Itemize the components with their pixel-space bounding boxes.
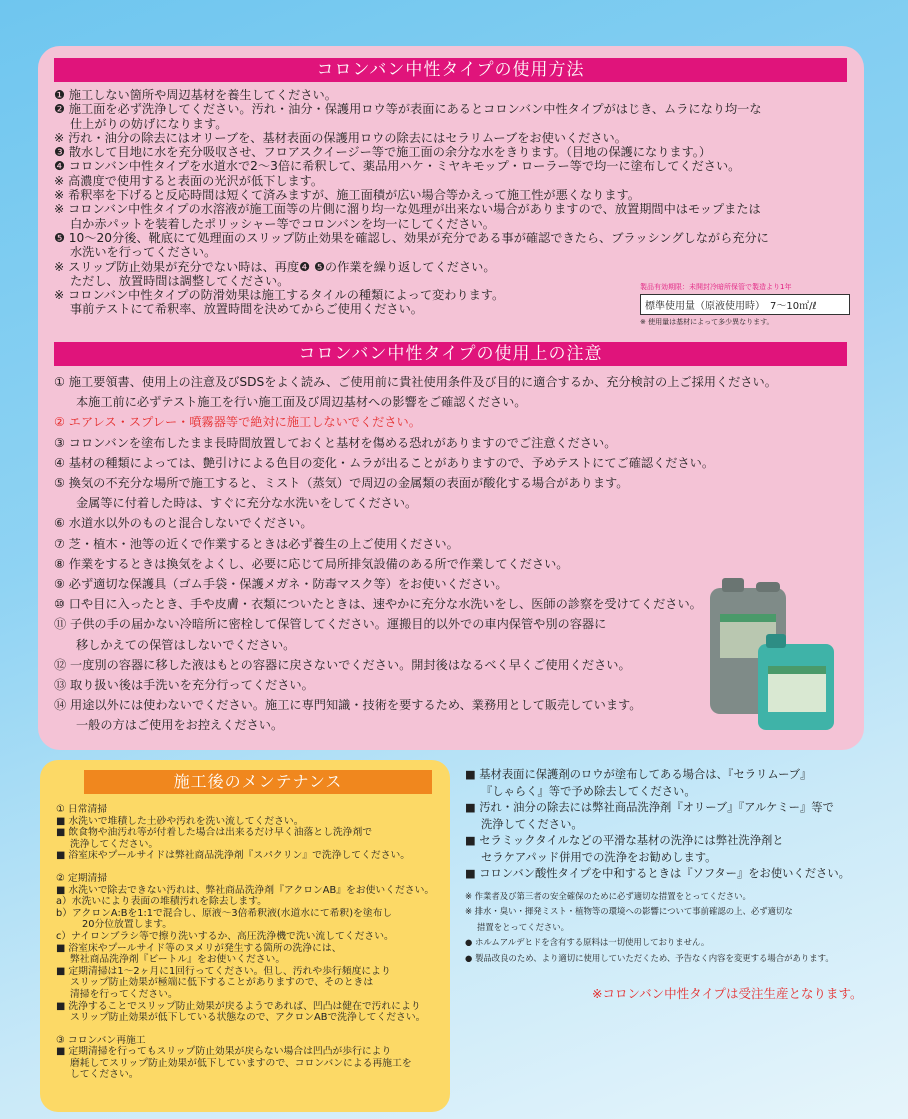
maintenance-line: 洗浄してください。 xyxy=(70,838,159,850)
tip-line: ■ コロンバン酸性タイプを中和するときは『ソフター』をお使いください。 xyxy=(465,867,850,880)
caution-line: ⑨ 必ず適切な保護具（ゴム手袋・保護メガネ・防毒マスク等）をお使いください。 xyxy=(54,577,508,592)
made-to-order-note: ※コロンバン中性タイプは受注生産となります。 xyxy=(592,986,863,1001)
standard-usage-label: 標準使用量（原液使用時） 7〜10㎡/ℓ xyxy=(640,294,850,315)
caution-line: ① 施工要領書、使用上の注意及びSDSをよく読み、ご使用前に貴社使用条件及び目的に適合するか、充分検討の上ご採用ください。 xyxy=(54,375,777,389)
usage-line: ※ 汚れ・油分の除去にはオリーブを、基材表面の保護用ロウの除去にはセラリムーブをお使いください。 xyxy=(54,130,627,145)
maintenance-title: 施工後のメンテナンス xyxy=(84,770,432,794)
maintenance-line: 20分位放置します。 xyxy=(82,919,173,931)
note-line: ※ 作業者及び第三者の安全確保のために必ず適切な措置をとってください。 xyxy=(465,890,751,901)
daily-cleaning-heading: ① 日常清掃 xyxy=(56,804,108,815)
maintenance-line: してください。 xyxy=(70,1069,139,1081)
small-container-icon xyxy=(758,634,834,730)
product-containers-image xyxy=(704,574,844,734)
note-line: ● ホルムアルデヒドを含有する原料は一切使用しておりません。 xyxy=(465,937,710,947)
tip-line: ■ セラミックタイルなどの平滑な基材の洗浄には弊社洗浄剤と xyxy=(465,834,784,847)
usage-line: 白か赤パットを装着したポリッシャー等でコロンバンを均一にしてください。 xyxy=(70,216,495,231)
maintenance-line: 弊社商品洗浄剤『ビートル』をお使いください。 xyxy=(70,954,286,966)
tip-line: セラケアパッド併用での洗浄をお勧めします。 xyxy=(481,850,717,864)
usage-line: ※ コロンバン中性タイプの水溶液が施工面等の片側に溜り均一な処理が出来ない場合がありますので、放置期間中はモップまたは xyxy=(54,202,761,217)
usage-line: ※ 高濃度で使用すると表面の光沢が低下します。 xyxy=(54,173,324,188)
caution-line: 一般の方はご使用をお控えください。 xyxy=(76,718,284,733)
right-info-column xyxy=(465,767,885,966)
standard-usage-box xyxy=(640,282,850,327)
caution-line: ⑪ 子供の手の届かない冷暗所に密栓して保管してください。運搬目的以外での車内保管や別の容器に xyxy=(54,617,607,632)
usage-line: ※ コロンバン中性タイプの防滑効果は施工するタイルの種類によって変わります。 xyxy=(54,288,505,303)
tip-line: ■ 汚れ・油分の除去には弊社商品洗浄剤『オリーブ』『アルケミー』等で xyxy=(465,801,834,814)
maintenance-line: スリップ防止効果が低下している状態なので、アクロンABで洗浄してください。 xyxy=(70,1012,426,1024)
caution-line: ④ 基材の種類によっては、艶引けによる色目の変化・ムラが出ることがありますので、予めテストにてご確認ください。 xyxy=(54,455,715,470)
maintenance-line: ■ 飲食物や油汚れ等が付着した場合は出来るだけ早く油落とし洗浄剤で xyxy=(56,827,373,839)
caution-line: ⑩ 口や目に入ったとき、手や皮膚・衣類についたときは、速やかに充分な水洗いをし、医師の診察を受けてください。 xyxy=(54,597,702,612)
note-line: 措置をとってください。 xyxy=(477,921,569,932)
maintenance-line: b）アクロンA:Bを1:1で混合し、原液〜3倍希釈液(水道水にて希釈)を塗布し xyxy=(56,907,393,919)
usage-line: ※ スリップ防止効果が充分でない時は、再度❹ ❺の作業を繰り返してください。 xyxy=(54,259,496,274)
usage-line: 事前テストにて希釈率、放置時間を決めてからご使用ください。 xyxy=(70,302,423,317)
note-line: ● 製品改良のため、より適切に使用していただくため、予告なく内容を変更する場合があります。 xyxy=(465,952,834,963)
expiry-note: 製品有効期限：未開封冷暗所保管で製造より1年 xyxy=(640,283,792,291)
caution-line: ⑦ 芝・植木・池等の近くで作業するときは必ず養生の上ご使用ください。 xyxy=(54,536,459,551)
maintenance-line: ■ 定期清掃は1〜2ヶ月に1回行ってください。但し、汚れや歩行頻度により xyxy=(56,965,391,977)
maintenance-line: ■ 定期清掃を行ってもスリップ防止効果が戻らない場合は凹凸が歩行により xyxy=(56,1046,392,1058)
maintenance-line: スリップ防止効果が極端に低下することがありますので、そのときは xyxy=(70,977,374,989)
maintenance-line: ■ 水洗いで除去できない汚れは、弊社商品洗浄剤『アクロンAB』をお使いください。 xyxy=(56,884,435,896)
caution-line: ⑧ 作業をするときは換気をよくし、必要に応じて局所排気設備のある所で作業してください。 xyxy=(54,556,569,571)
caution-line: ⑭ 用途以外には使わないでください。施工に専門知識・技術を要するため、業務用として販売しています。 xyxy=(54,698,642,713)
usage-line: 水洗いを行ってください。 xyxy=(70,245,217,260)
maintenance-panel xyxy=(40,760,450,1112)
usage-line: ❶ 施工しない箇所や周辺基材を養生してください。 xyxy=(54,88,337,102)
maintenance-line: c）ナイロンブラシ等で擦り洗いするか、高圧洗浄機で洗い流してください。 xyxy=(56,930,394,942)
maintenance-line: ■ 浴室床やプールサイドは弊社商品洗浄剤『スパクリン』で洗浄してください。 xyxy=(56,850,411,862)
maintenance-line: 磨耗してスリップ防止効果が低下していますので、コロンバンによる再施工を xyxy=(70,1057,412,1069)
caution-line: 移しかえての保管はしないでください。 xyxy=(76,637,296,652)
caution-line: ⑬ 取り扱い後は手洗いを充分行ってください。 xyxy=(54,678,314,693)
usage-line: ※ 希釈率を下げると反応時間は短くて済みますが、施工面積が広い場合等かえって施工性が悪くなります。 xyxy=(54,188,640,203)
maintenance-line: ■ 浴室床やプールサイド等のヌメリが発生する箇所の洗浄には、 xyxy=(56,942,342,954)
usage-line: ❹ コロンバン中性タイプを水道水で2〜3倍に希釈して、薬品用ハケ・ミヤキモップ・ローラー等で均一に塗布してください。 xyxy=(54,159,741,174)
periodic-cleaning-heading: ② 定期清掃 xyxy=(56,872,108,884)
caution-line: 本施工前に必ずテスト施工を行い施工面及び周辺基材への影響をご確認ください。 xyxy=(76,395,527,410)
caution-line: 金属等に付着した時は、すぐに充分な水洗いをしてください。 xyxy=(76,496,418,511)
maintenance-line: 清掃を行ってください。 xyxy=(70,988,178,1000)
caution-line-warning: ② エアレス・スプレー・噴霧器等で絶対に施工しないでください。 xyxy=(54,415,421,430)
note-line: ※ 排水・臭い・揮発ミスト・植物等の環境への影響について事前確認の上、必ず適切な xyxy=(465,906,793,916)
maintenance-line: ■ 洗浄することでスリップ防止効果が戻るようであれば、凹凸は健在で汚れにより xyxy=(56,1000,421,1012)
caution-line: ⑥ 水道水以外のものと混合しないでください。 xyxy=(54,516,313,531)
caution-title: コロンバン中性タイプの使用上の注意 xyxy=(54,342,847,366)
usage-panel xyxy=(38,46,864,750)
maintenance-line: a）水洗いにより表面の堆積汚れを除去します。 xyxy=(56,896,267,908)
usage-line: 仕上がりの妨げになります。 xyxy=(70,116,228,131)
maintenance-line: ■ 水洗いで堆積した土砂や汚れを洗い流してください。 xyxy=(56,815,304,827)
usage-title: コロンバン中性タイプの使用方法 xyxy=(54,58,847,82)
safety-notes-list xyxy=(465,889,885,967)
maintenance-body xyxy=(56,804,448,1081)
usage-line: ❷ 施工面を必ず洗浄してください。汚れ・油分・保護用ロウ等が表面にあるとコロンバン中性タイプがはじき、ムラになり均一な xyxy=(54,102,762,117)
usage-line: ❸ 散水して目地に水を充分吸収させ、フロアスクイージー等で施工面の余分な水をきります。（目地の保護になります。） xyxy=(54,145,712,160)
usage-line: ただし、放置時間は調整してください。 xyxy=(70,273,290,288)
caution-line: ③ コロンバンを塗布したまま長時間放置しておくと基材を傷める恐れがありますのでご注意ください。 xyxy=(54,435,617,450)
tip-line: 『しゃらく』等で予め除去してください。 xyxy=(481,784,696,798)
usage-line: ❺ 10〜20分後、靴底にて処理面のスリップ防止効果を確認し、効果が充分である事が確認できたら、ブラッシングしながら充分に xyxy=(54,230,769,245)
tip-line: 洗浄してください。 xyxy=(481,817,583,831)
reapplication-heading: ③ コロンバン再施工 xyxy=(56,1034,146,1046)
caution-line: ⑫ 一度別の容器に移した液はもとの容器に戻さないでください。開封後はなるべく早くご使用ください。 xyxy=(54,657,631,672)
cleaning-tips-list xyxy=(465,767,885,883)
tip-line: ■ 基材表面に保護剤のロウが塗布してある場合は、『セラリムーブ』 xyxy=(465,768,812,781)
usage-amount-note: ※ 使用量は基材によって多少異なります。 xyxy=(640,318,774,326)
caution-line: ⑤ 換気の不充分な場所で施工すると、ミスト（蒸気）で周辺の金属類の表面が酸化する場合があります。 xyxy=(54,476,629,491)
